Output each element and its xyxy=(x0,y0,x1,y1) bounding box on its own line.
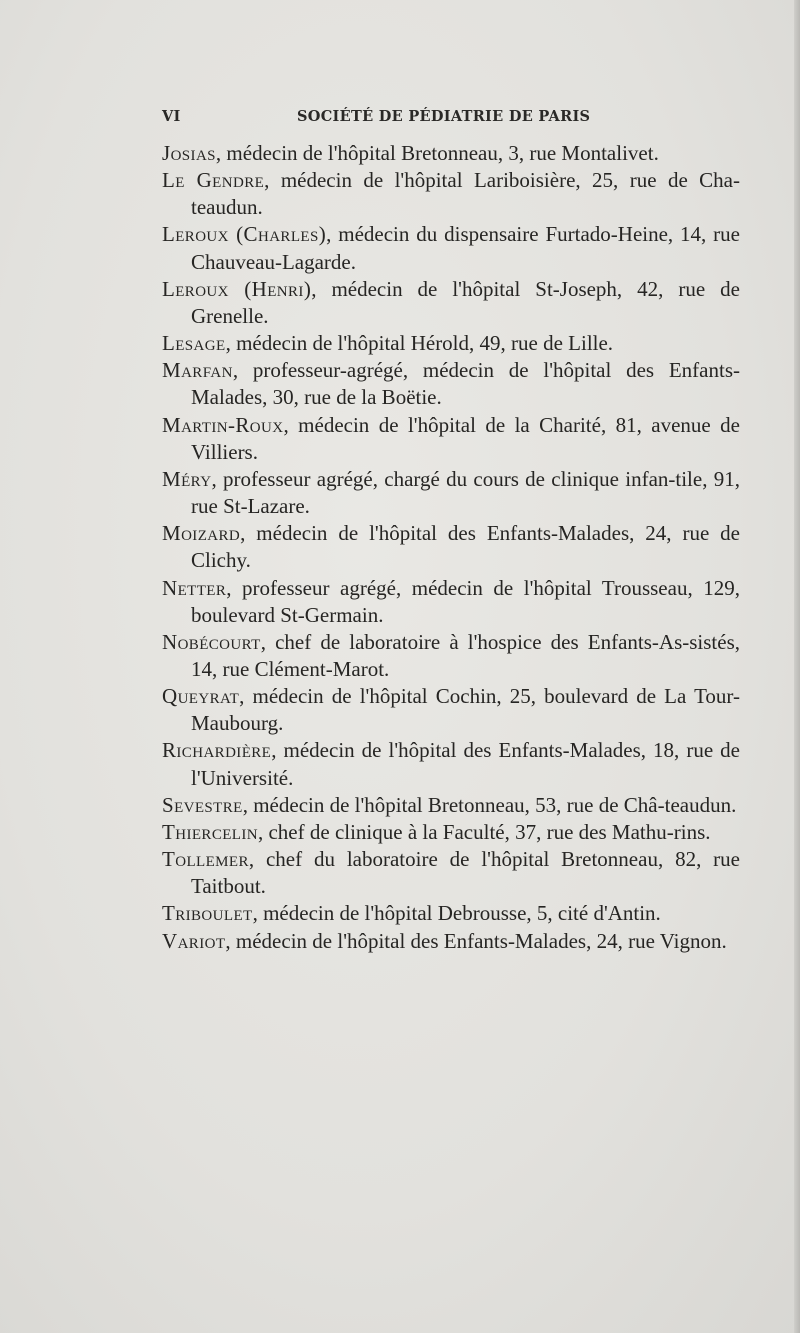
member-name: Le Gendre xyxy=(162,168,265,193)
member-details: , médecin de l'hôpital Debrousse, 5, cité d'Antin. xyxy=(252,901,661,926)
member-name: Martin-Roux xyxy=(162,412,284,437)
member-name: Marfan xyxy=(162,358,233,383)
member-details: , professeur agrégé, médecin de l'hôpital Trousseau, 129, boulevard St-Germain. xyxy=(191,575,740,627)
member-details: , médecin de l'hôpital Bretonneau, 53, rue de Châ-teaudun. xyxy=(242,792,737,817)
member-name: Moizard xyxy=(162,521,241,546)
member-name: Variot xyxy=(162,928,226,953)
member-details: , médecin du dispensaire Furtado-Heine, 14, rue Chauveau-Lagarde. xyxy=(191,222,740,274)
member-entry xyxy=(162,900,740,927)
member-name: Thiercelin xyxy=(162,819,258,844)
member-entry xyxy=(162,330,740,357)
member-details: , médecin de l'hôpital des Enfants-Malades, 24, rue Vignon. xyxy=(225,928,727,953)
member-entry xyxy=(162,737,740,791)
member-details: , médecin de l'hôpital St-Joseph, 42, rue de Grenelle. xyxy=(191,276,740,328)
member-name: Leroux (Charles) xyxy=(162,222,327,247)
member-details: , médecin de l'hôpital de la Charité, 81, avenue de Villiers. xyxy=(191,412,740,464)
member-entry xyxy=(162,276,740,330)
member-entry xyxy=(162,466,740,520)
member-name: Lesage xyxy=(162,331,226,356)
member-name: Leroux (Henri) xyxy=(162,276,312,301)
member-name: Richardière xyxy=(162,738,272,763)
member-details: , médecin de l'hôpital Lariboisière, 25, rue de Cha-teaudun. xyxy=(191,168,740,220)
member-details: , chef du laboratoire de l'hôpital Bretonneau, 82, rue Taitbout. xyxy=(191,847,740,899)
member-entry xyxy=(162,357,740,411)
page-folio: VI xyxy=(162,108,181,125)
member-name: Méry xyxy=(162,466,212,491)
member-details: , professeur-agrégé, médecin de l'hôpital des Enfants-Malades, 30, rue de la Boëtie. xyxy=(191,358,740,410)
member-name: Triboulet xyxy=(162,901,253,926)
member-entry xyxy=(162,629,740,683)
running-head xyxy=(162,108,737,132)
member-details: , médecin de l'hôpital des Enfants-Malades, 24, rue de Clichy. xyxy=(191,521,740,573)
page-binding-edge xyxy=(794,0,800,1333)
member-details: , médecin de l'hôpital Hérold, 49, rue de Lille. xyxy=(225,331,614,356)
member-entry xyxy=(162,221,740,275)
member-entry xyxy=(162,140,740,167)
member-name: Josias xyxy=(162,141,216,165)
member-entry xyxy=(162,846,740,900)
member-details: , médecin de l'hôpital des Enfants-Malades, 18, rue de l'Université. xyxy=(191,738,740,790)
member-entry xyxy=(162,683,740,737)
member-entry xyxy=(162,167,740,221)
member-details: , médecin de l'hôpital Cochin, 25, boulevard de La Tour-Maubourg. xyxy=(191,684,740,736)
member-details: , chef de laboratoire à l'hospice des Enfants-As-sistés, 14, rue Clément-Marot. xyxy=(191,629,740,681)
member-entry xyxy=(162,792,740,819)
member-entry xyxy=(162,575,740,629)
member-name: Nobécourt xyxy=(162,629,261,654)
member-details: , chef de clinique à la Faculté, 37, rue des Mathu-rins. xyxy=(257,819,711,844)
member-name: Queyrat xyxy=(162,684,240,709)
member-name: Sevestre xyxy=(162,792,243,817)
member-details: , professeur agrégé, chargé du cours de clinique infan-tile, 91, rue St-Lazare. xyxy=(191,466,740,519)
member-name: Netter xyxy=(162,575,227,600)
member-list xyxy=(162,140,740,955)
member-name: Tollemer xyxy=(162,847,249,872)
running-title: SOCIÉTÉ DE PÉDIATRIE DE PARIS xyxy=(297,108,591,125)
member-entry xyxy=(162,928,740,955)
member-entry xyxy=(162,412,740,466)
member-entry xyxy=(162,819,740,846)
member-details: , médecin de l'hôpital Bretonneau, 3, rue Montalivet. xyxy=(215,141,659,165)
member-entry xyxy=(162,520,740,574)
